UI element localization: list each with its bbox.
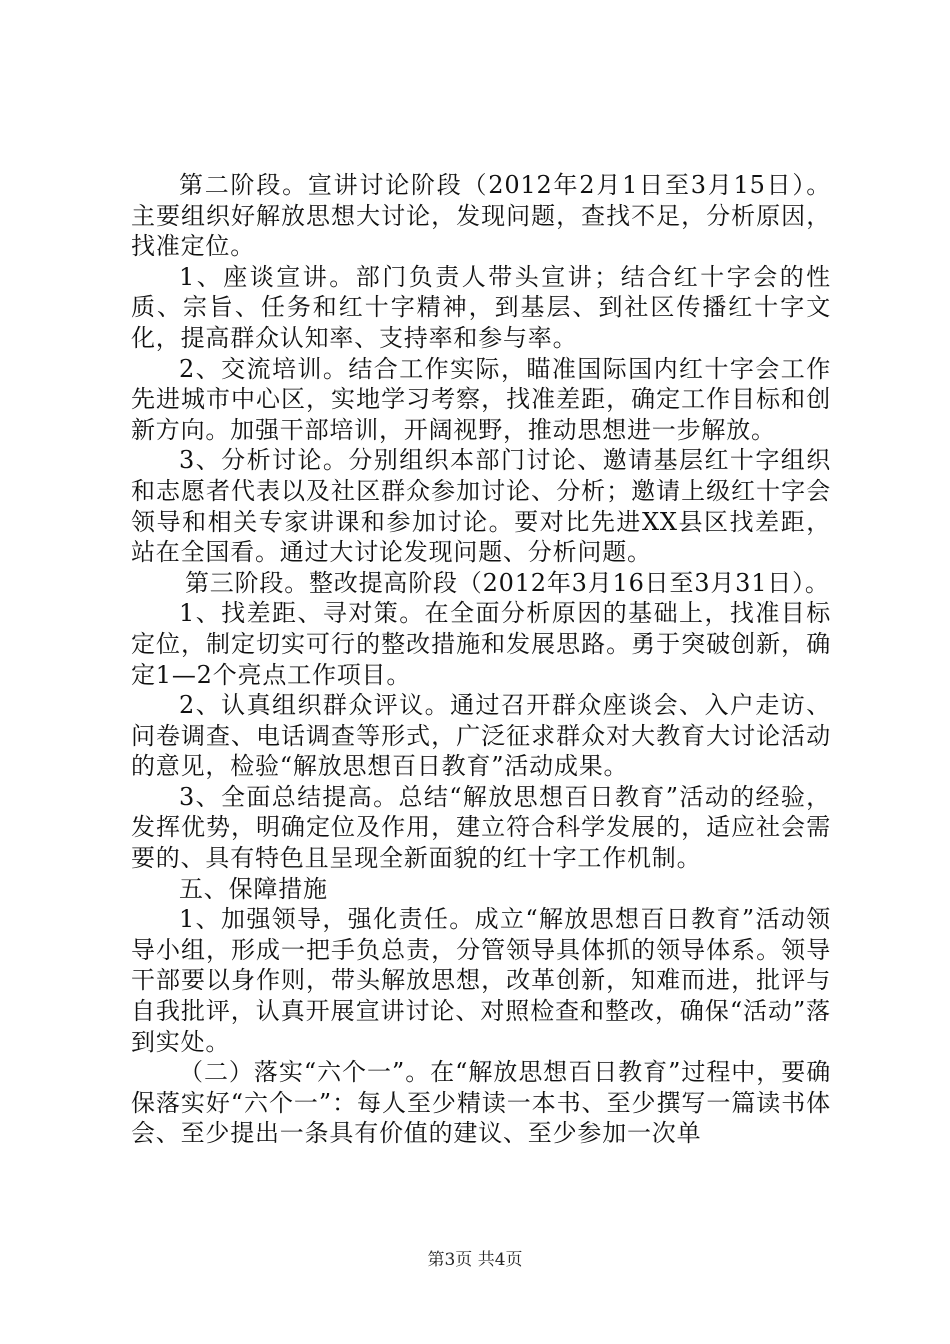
section-heading-safeguards: 五、保障措施 <box>179 874 328 903</box>
paragraph-item-six-ones: （二）落实“六个一”。在“解放思想百日教育”过程中，要确保落实好“六个一”：每人至少精读一本书、至少撰写一篇读书体会、至少提出一条具有价值的建议、至少参加一次单 <box>131 1058 831 1148</box>
paragraph-item-summary: 3、全面总结提高。总结“解放思想百日教育”活动的经验，发挥优势，明确定位及作用，建立符合科学发展的，适应社会需要的、具有特色且呈现全新面貌的红十字工作机制。 <box>131 782 831 873</box>
document-body <box>131 170 831 1149</box>
paragraph-item-evaluation: 2、认真组织群众评议。通过召开群众座谈会、入户走访、问卷调查、电话调查等形式，广泛征求群众对大教育大讨论活动的意见，检验“解放思想百日教育”活动成果。 <box>131 691 831 781</box>
paragraph-item-seminar: 1、座谈宣讲。部门负责人带头宣讲；结合红十字会的性质、宗旨、任务和红十字精神，到基层、到社区传播红十字文化，提高群众认知率、支持率和参与率。 <box>131 262 831 352</box>
paragraph-item-gap: 1、找差距、寻对策。在全面分析原因的基础上，找准目标定位，制定切实可行的整改措施和发展思路。勇于突破创新，确定1—2个亮点工作项目。 <box>131 599 831 689</box>
paragraph-item-leadership: 1、加强领导，强化责任。成立“解放思想百日教育”活动领导小组，形成一把手负总责，分管领导具体抓的领导体系。领导干部要以身作则，带头解放思想，改革创新，知难而进，批评与自我批评，认真开展宣讲讨论、对照检查和整改，确保“活动”落到实处。 <box>131 905 831 1056</box>
paragraph-stage-three: 第三阶段。整改提高阶段（2012年3月16日至3月31日）。 <box>185 568 830 597</box>
paragraph-item-training: 2、交流培训。结合工作实际，瞄准国际国内红十字会工作先进城市中心区，实地学习考察，找准差距，确定工作目标和创新方向。加强干部培训，开阔视野，推动思想进一步解放。 <box>131 354 831 444</box>
paragraph-stage-two: 第二阶段。宣讲讨论阶段（2012年2月1日至3月15日）。主要组织好解放思想大讨论，发现问题，查找不足，分析原因，找准定位。 <box>131 171 831 261</box>
page-footer: 第3页 共4页 <box>427 1250 523 1270</box>
paragraph-item-discussion: 3、分析讨论。分别组织本部门讨论、邀请基层红十字组织和志愿者代表以及社区群众参加讨论、分析；邀请上级红十字会领导和相关专家讲课和参加讨论。要对比先进XX县区找差距，站在全国看。通过大讨论发现问题、分析问题。 <box>131 446 831 567</box>
